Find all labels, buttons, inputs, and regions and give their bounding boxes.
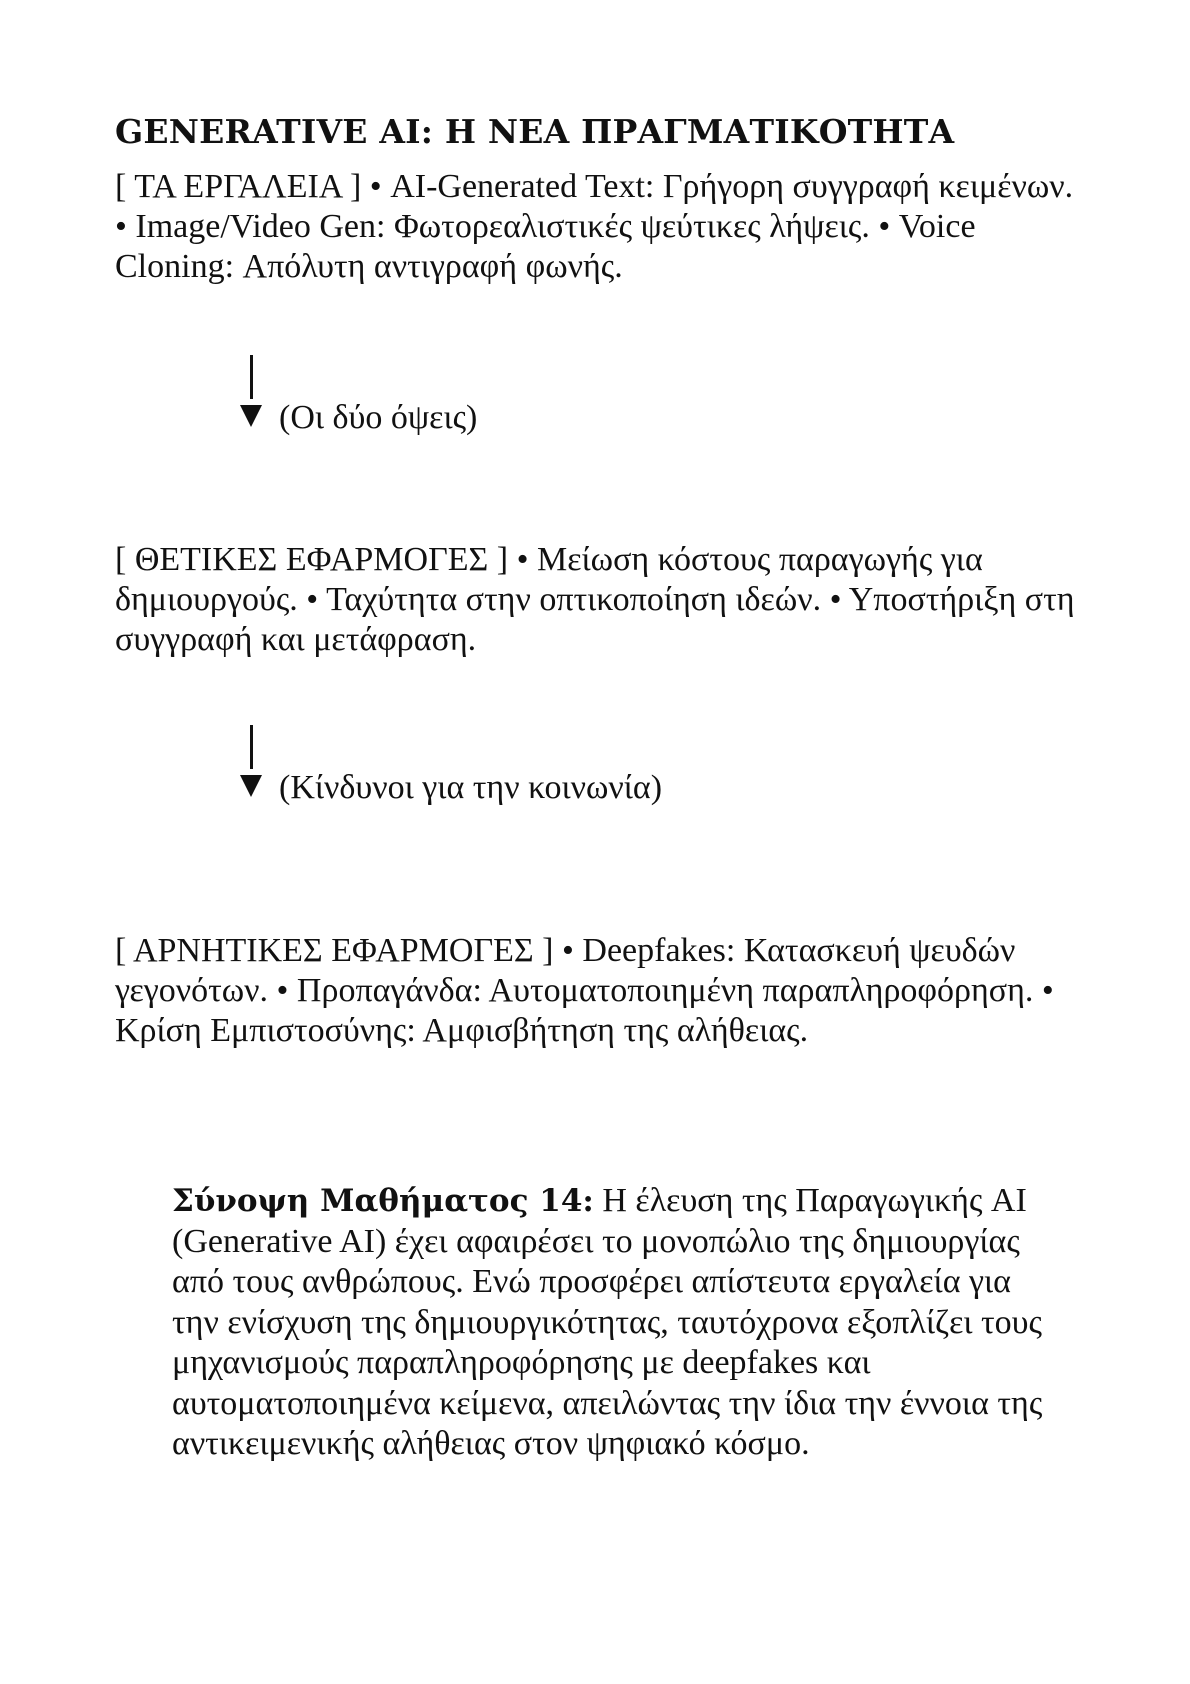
connector-line <box>250 725 253 769</box>
positive-applications-section: [ ΘΕΤΙΚΕΣ ΕΦΑΡΜΟΓΕΣ ] • Μείωση κόστους παραγωγής για δημιουργούς. • Ταχύτητα στην οπτικοποίηση ιδεών. • Υποστήριξη στη συγγραφή και μετάφραση. <box>115 541 1075 658</box>
down-arrow-icon <box>240 775 262 797</box>
negative-applications-section: [ ΑΡΝΗΤΙΚΕΣ ΕΦΑΡΜΟΓΕΣ ] • Deepfakes: Κατασκευή ψευδών γεγονότων. • Προπαγάνδα: Αυτοματοποιημένη παραπληροφόρηση. • Κρίση Εμπιστοσύνης: Αμφισβήτηση της αλήθειας. <box>115 932 1054 1049</box>
summary-text: Η έλευση της Παραγωγικής AI (Generative AI) έχει αφαιρέσει το μονοπώλιο της δημιουργίας από τους ανθρώπους. Ενώ προσφέρει απίστευτα εργαλεία για την ενίσχυση της δημιουργικότητας, ταυτόχρονα εξοπλίζει τους μηχανισμούς παραπληροφόρησης με deepfakes και αυτοματοποιημένα κείμενα, απειλώντας την ίδια την έννοια της αντικειμενικής αλήθειας στον ψηφιακό κόσμο. <box>172 1182 1043 1462</box>
flow-connector-risks <box>240 725 840 815</box>
document-title: GENERATIVE AI: Η ΝΕΑ ΠΡΑΓΜΑΤΙΚΟΤΗΤΑ <box>115 112 955 151</box>
connector-line <box>250 355 253 399</box>
summary-heading: Σύνοψη Μαθήματος 14: <box>172 1183 594 1219</box>
tools-section: [ ΤΑ ΕΡΓΑΛΕΙΑ ] • AI-Generated Text: Γρήγορη συγγραφή κειμένων. • Image/Video Gen: Φωτορεαλιστικές ψεύτικες λήψεις. • Voice Cloning: Απόλυτη αντιγραφή φωνής. <box>115 168 1074 285</box>
connector-label: (Οι δύο όψεις) <box>279 399 478 436</box>
connector-label: (Κίνδυνοι για την κοινωνία) <box>279 769 663 806</box>
down-arrow-icon <box>240 405 262 427</box>
lesson-summary <box>172 1181 1052 1465</box>
flow-connector-two-sides <box>240 355 840 445</box>
